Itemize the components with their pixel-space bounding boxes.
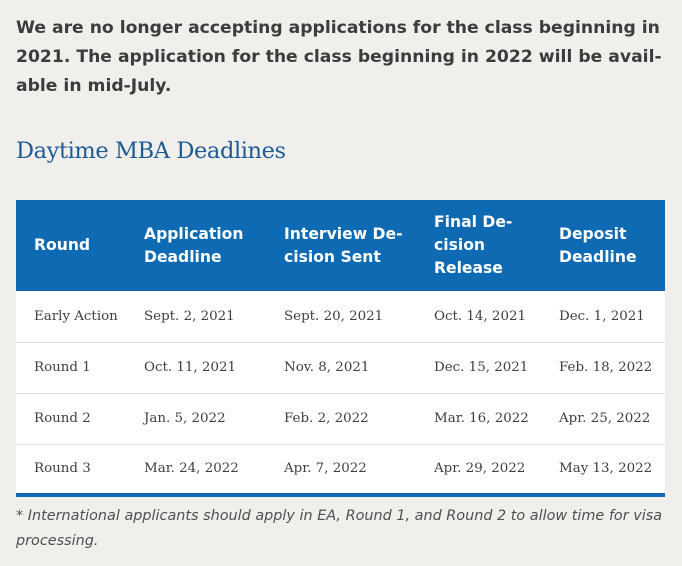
- header-application-deadline: Application Deadline: [144, 224, 244, 266]
- table-header-row: [16, 200, 665, 291]
- table-row: [16, 393, 665, 444]
- deadlines-table: [16, 200, 665, 497]
- cell-application-deadline: Mar. 24, 2022: [144, 461, 239, 477]
- cell-deposit-deadline: Dec. 1, 2021: [559, 308, 645, 324]
- header-round: Round: [34, 236, 91, 254]
- cell-interview-decision-sent: Sept. 20, 2021: [284, 308, 384, 324]
- cell-round: Early Action: [34, 308, 118, 324]
- table-row: [16, 342, 665, 393]
- cell-final-decision-release: Mar. 16, 2022: [434, 411, 529, 426]
- cell-application-deadline: Oct. 11, 2021: [144, 360, 237, 375]
- header-interview-decision-sent: Interview De-cision Sent: [284, 224, 403, 266]
- cell-application-deadline: Jan. 5, 2022: [144, 411, 226, 426]
- header-deposit-deadline: Deposit Deadline: [559, 224, 637, 266]
- section-title: Daytime MBA Deadlines: [16, 138, 286, 164]
- cell-deposit-deadline: Feb. 18, 2022: [559, 360, 653, 375]
- application-notice: We are no longer accepting applications for the class beginning in 2021. The application for the class beginning in 2022 will be avail-able in mid-July.: [16, 18, 662, 96]
- footnote: * International applicants should apply in EA, Round 1, and Round 2 to allow time for visa processing.: [16, 508, 663, 549]
- cell-interview-decision-sent: Nov. 8, 2021: [284, 360, 370, 375]
- cell-deposit-deadline: May 13, 2022: [559, 461, 653, 477]
- cell-round: Round 2: [34, 411, 91, 426]
- table-row: [16, 444, 665, 495]
- cell-interview-decision-sent: Apr. 7, 2022: [284, 461, 367, 477]
- cell-application-deadline: Sept. 2, 2021: [144, 308, 235, 324]
- cell-final-decision-release: Apr. 29, 2022: [434, 461, 526, 477]
- cell-interview-decision-sent: Feb. 2, 2022: [284, 411, 369, 426]
- cell-final-decision-release: Dec. 15, 2021: [434, 360, 529, 375]
- cell-deposit-deadline: Apr. 25, 2022: [559, 411, 651, 426]
- cell-round: Round 3: [34, 461, 91, 477]
- header-final-decision-release: Final De-cision Release: [434, 213, 513, 277]
- cell-round: Round 1: [34, 360, 91, 375]
- table-row: [16, 291, 665, 342]
- cell-final-decision-release: Oct. 14, 2021: [434, 308, 527, 324]
